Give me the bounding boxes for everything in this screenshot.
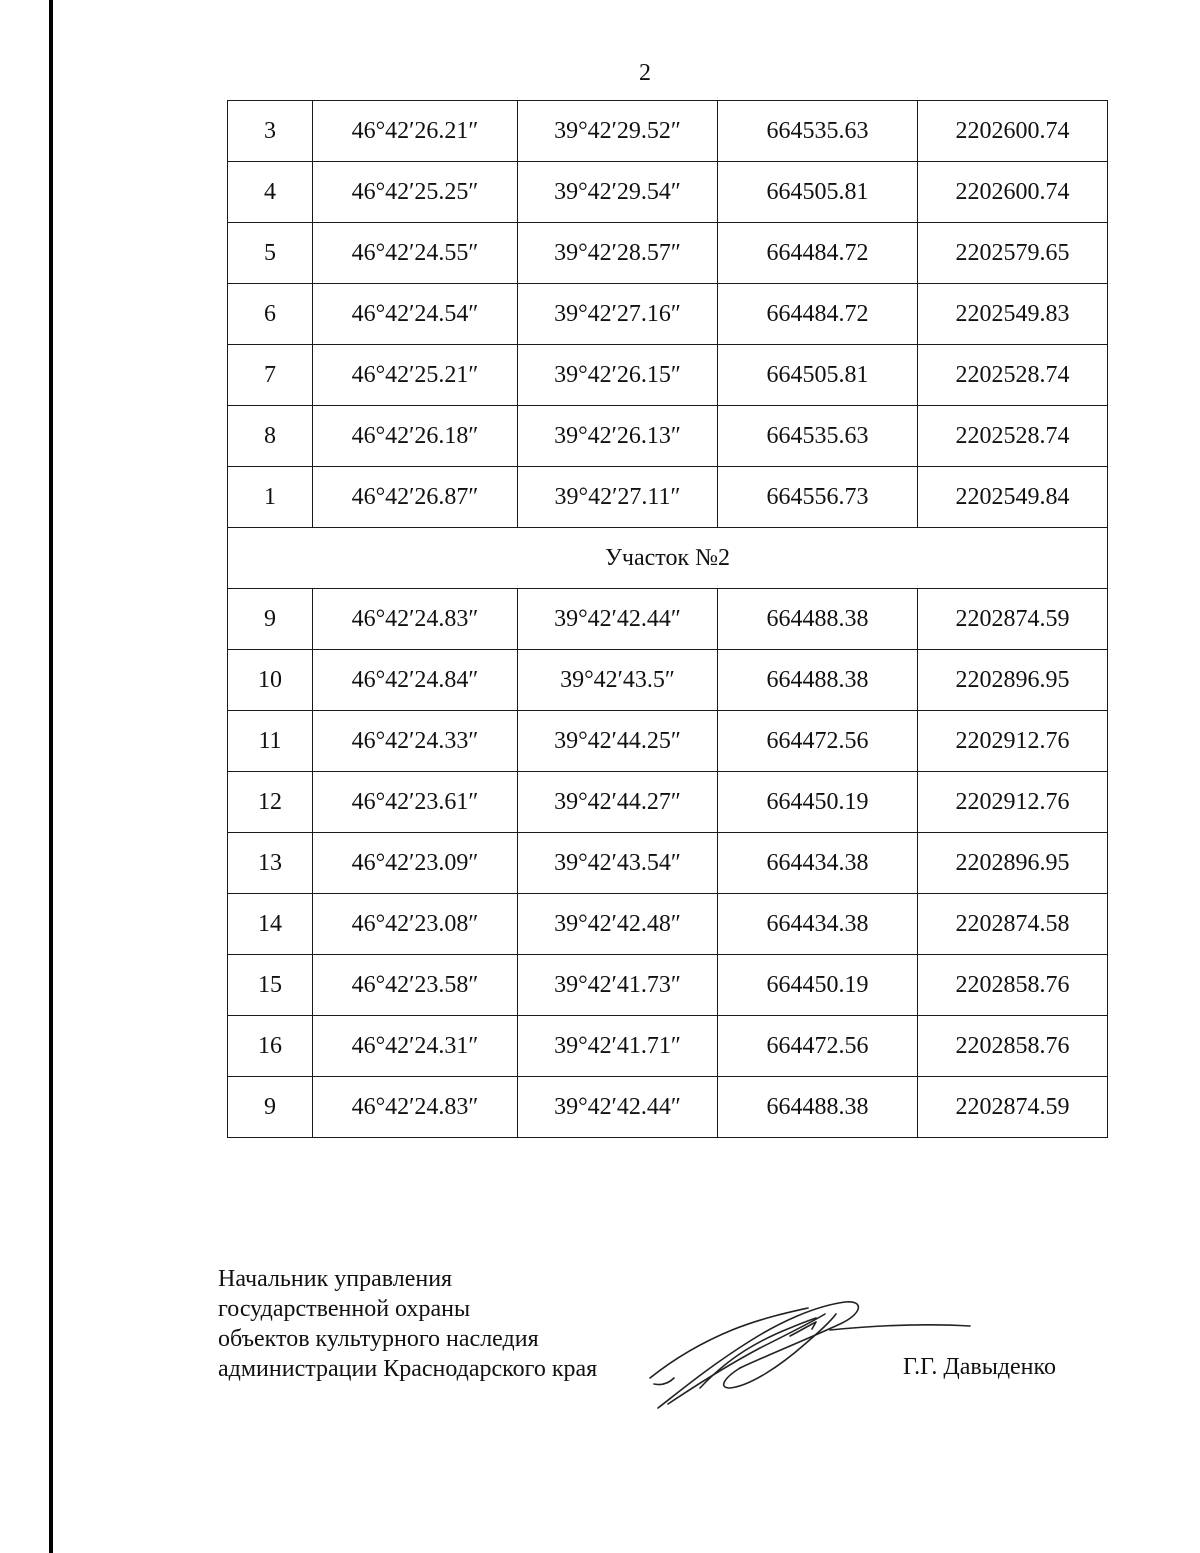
table-row bbox=[228, 223, 1108, 284]
longitude-cell: 39°42′28.57″ bbox=[518, 223, 718, 284]
x-coordinate-cell: 664434.38 bbox=[718, 833, 918, 894]
y-coordinate-cell: 2202600.74 bbox=[918, 162, 1108, 223]
point-number-cell: 5 bbox=[228, 223, 313, 284]
x-coordinate-cell: 664472.56 bbox=[718, 1016, 918, 1077]
table-row bbox=[228, 833, 1108, 894]
longitude-cell: 39°42′42.44″ bbox=[518, 1077, 718, 1138]
point-number-cell: 16 bbox=[228, 1016, 313, 1077]
longitude-cell: 39°42′26.15″ bbox=[518, 345, 718, 406]
x-coordinate-cell: 664450.19 bbox=[718, 955, 918, 1016]
x-coordinate-cell: 664505.81 bbox=[718, 162, 918, 223]
table-row bbox=[228, 406, 1108, 467]
x-coordinate-cell: 664434.38 bbox=[718, 894, 918, 955]
y-coordinate-cell: 2202528.74 bbox=[918, 406, 1108, 467]
coordinates-table-body bbox=[228, 101, 1108, 1138]
table-row bbox=[228, 955, 1108, 1016]
longitude-cell: 39°42′29.52″ bbox=[518, 101, 718, 162]
latitude-cell: 46°42′24.83″ bbox=[313, 589, 518, 650]
latitude-cell: 46°42′23.61″ bbox=[313, 772, 518, 833]
point-number-cell: 15 bbox=[228, 955, 313, 1016]
longitude-cell: 39°42′43.5″ bbox=[518, 650, 718, 711]
y-coordinate-cell: 2202874.58 bbox=[918, 894, 1108, 955]
table-row bbox=[228, 467, 1108, 528]
y-coordinate-cell: 2202912.76 bbox=[918, 772, 1108, 833]
y-coordinate-cell: 2202858.76 bbox=[918, 1016, 1108, 1077]
section-label: Участок №2 bbox=[228, 528, 1108, 589]
x-coordinate-cell: 664484.72 bbox=[718, 284, 918, 345]
x-coordinate-cell: 664472.56 bbox=[718, 711, 918, 772]
point-number-cell: 9 bbox=[228, 1077, 313, 1138]
x-coordinate-cell: 664450.19 bbox=[718, 772, 918, 833]
x-coordinate-cell: 664488.38 bbox=[718, 1077, 918, 1138]
position-title-line: администрации Краснодарского края bbox=[218, 1356, 598, 1382]
x-coordinate-cell: 664488.38 bbox=[718, 650, 918, 711]
point-number-cell: 4 bbox=[228, 162, 313, 223]
longitude-cell: 39°42′29.54″ bbox=[518, 162, 718, 223]
y-coordinate-cell: 2202896.95 bbox=[918, 650, 1108, 711]
point-number-cell: 1 bbox=[228, 467, 313, 528]
y-coordinate-cell: 2202874.59 bbox=[918, 1077, 1108, 1138]
point-number-cell: 12 bbox=[228, 772, 313, 833]
y-coordinate-cell: 2202579.65 bbox=[918, 223, 1108, 284]
x-coordinate-cell: 664556.73 bbox=[718, 467, 918, 528]
longitude-cell: 39°42′41.73″ bbox=[518, 955, 718, 1016]
position-title-line: объектов культурного наследия bbox=[218, 1326, 539, 1352]
latitude-cell: 46°42′24.31″ bbox=[313, 1016, 518, 1077]
table-row bbox=[228, 101, 1108, 162]
longitude-cell: 39°42′26.13″ bbox=[518, 406, 718, 467]
page-edge-line bbox=[49, 0, 53, 1553]
latitude-cell: 46°42′24.83″ bbox=[313, 1077, 518, 1138]
longitude-cell: 39°42′27.11″ bbox=[518, 467, 718, 528]
longitude-cell: 39°42′44.27″ bbox=[518, 772, 718, 833]
signatory-name: Г.Г. Давыденко bbox=[903, 1354, 1056, 1380]
latitude-cell: 46°42′25.21″ bbox=[313, 345, 518, 406]
table-row bbox=[228, 650, 1108, 711]
latitude-cell: 46°42′23.58″ bbox=[313, 955, 518, 1016]
y-coordinate-cell: 2202600.74 bbox=[918, 101, 1108, 162]
y-coordinate-cell: 2202528.74 bbox=[918, 345, 1108, 406]
longitude-cell: 39°42′42.48″ bbox=[518, 894, 718, 955]
position-title-line: Начальник управления bbox=[218, 1266, 453, 1292]
position-title-line: государственной охраны bbox=[218, 1296, 471, 1322]
point-number-cell: 8 bbox=[228, 406, 313, 467]
point-number-cell: 10 bbox=[228, 650, 313, 711]
latitude-cell: 46°42′23.08″ bbox=[313, 894, 518, 955]
x-coordinate-cell: 664505.81 bbox=[718, 345, 918, 406]
x-coordinate-cell: 664484.72 bbox=[718, 223, 918, 284]
position-title-block bbox=[218, 1264, 597, 1384]
table-row bbox=[228, 711, 1108, 772]
latitude-cell: 46°42′26.21″ bbox=[313, 101, 518, 162]
table-row bbox=[228, 1016, 1108, 1077]
page-number: 2 bbox=[639, 60, 651, 86]
table-row bbox=[228, 1077, 1108, 1138]
y-coordinate-cell: 2202858.76 bbox=[918, 955, 1108, 1016]
table-row bbox=[228, 284, 1108, 345]
coordinates-table bbox=[227, 100, 1108, 1138]
latitude-cell: 46°42′23.09″ bbox=[313, 833, 518, 894]
point-number-cell: 7 bbox=[228, 345, 313, 406]
x-coordinate-cell: 664535.63 bbox=[718, 101, 918, 162]
latitude-cell: 46°42′26.87″ bbox=[313, 467, 518, 528]
y-coordinate-cell: 2202549.84 bbox=[918, 467, 1108, 528]
latitude-cell: 46°42′25.25″ bbox=[313, 162, 518, 223]
table-row bbox=[228, 162, 1108, 223]
point-number-cell: 11 bbox=[228, 711, 313, 772]
latitude-cell: 46°42′24.54″ bbox=[313, 284, 518, 345]
point-number-cell: 9 bbox=[228, 589, 313, 650]
latitude-cell: 46°42′24.84″ bbox=[313, 650, 518, 711]
longitude-cell: 39°42′44.25″ bbox=[518, 711, 718, 772]
y-coordinate-cell: 2202912.76 bbox=[918, 711, 1108, 772]
x-coordinate-cell: 664535.63 bbox=[718, 406, 918, 467]
longitude-cell: 39°42′42.44″ bbox=[518, 589, 718, 650]
longitude-cell: 39°42′41.71″ bbox=[518, 1016, 718, 1077]
latitude-cell: 46°42′26.18″ bbox=[313, 406, 518, 467]
table-row bbox=[228, 894, 1108, 955]
latitude-cell: 46°42′24.55″ bbox=[313, 223, 518, 284]
x-coordinate-cell: 664488.38 bbox=[718, 589, 918, 650]
y-coordinate-cell: 2202896.95 bbox=[918, 833, 1108, 894]
latitude-cell: 46°42′24.33″ bbox=[313, 711, 518, 772]
point-number-cell: 3 bbox=[228, 101, 313, 162]
point-number-cell: 6 bbox=[228, 284, 313, 345]
y-coordinate-cell: 2202549.83 bbox=[918, 284, 1108, 345]
table-row bbox=[228, 589, 1108, 650]
section-header-row bbox=[228, 528, 1108, 589]
table-row bbox=[228, 345, 1108, 406]
point-number-cell: 14 bbox=[228, 894, 313, 955]
longitude-cell: 39°42′27.16″ bbox=[518, 284, 718, 345]
table-row bbox=[228, 772, 1108, 833]
longitude-cell: 39°42′43.54″ bbox=[518, 833, 718, 894]
point-number-cell: 13 bbox=[228, 833, 313, 894]
y-coordinate-cell: 2202874.59 bbox=[918, 589, 1108, 650]
